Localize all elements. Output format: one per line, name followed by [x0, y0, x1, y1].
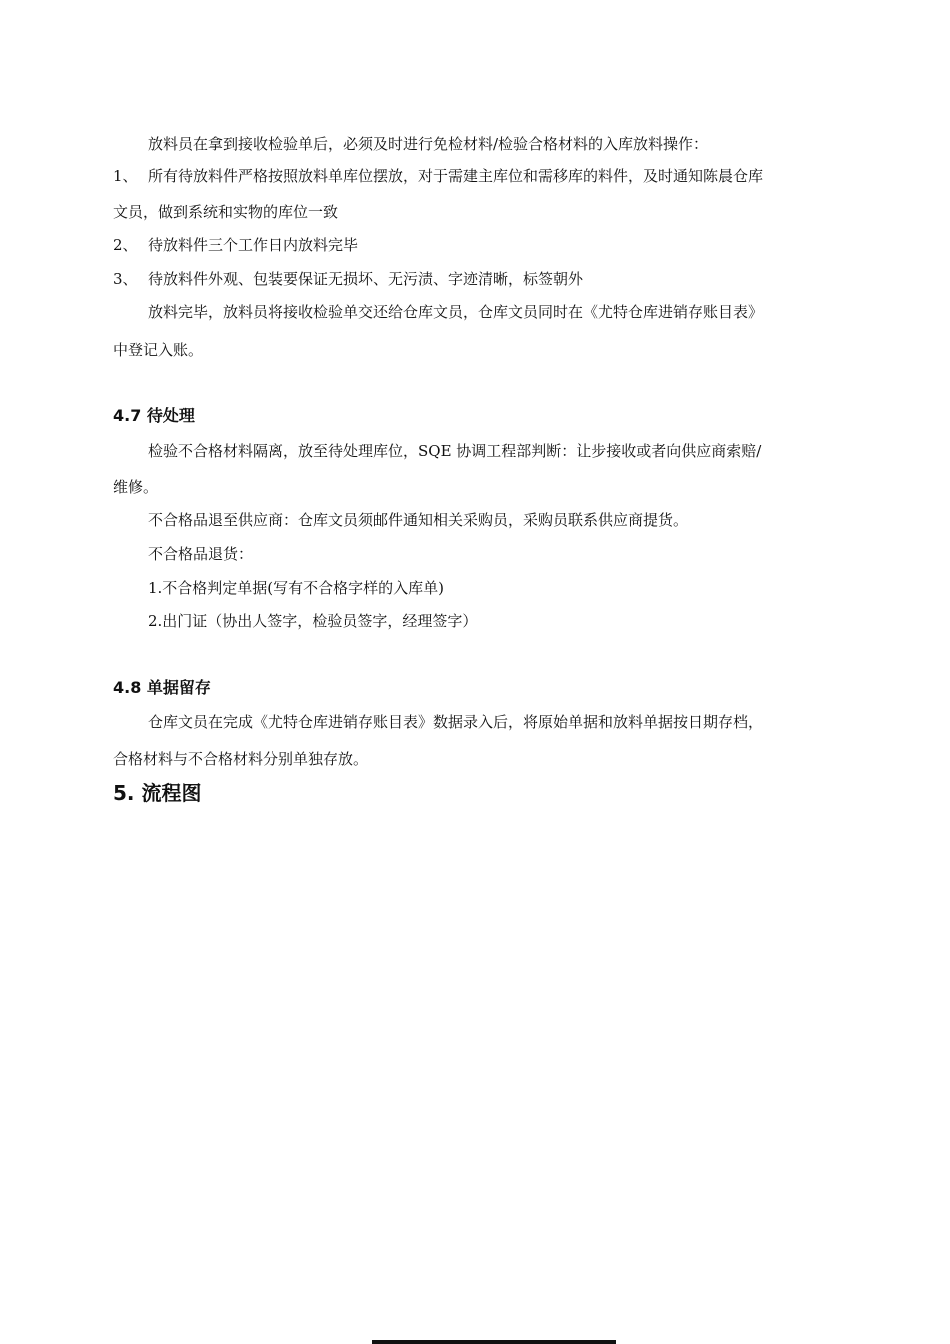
list-item-2-text: 待放料件三个工作日内放料完毕 [148, 236, 359, 254]
section-4-7-paragraph-line2: 维修。 [113, 478, 159, 496]
section-4-7-return-item-2: 2.出门证（协出人签字，检验员签字，经理签字） [148, 612, 478, 630]
completion-paragraph-line2: 中登记入账。 [113, 341, 204, 359]
list-item-1-continuation: 文员，做到系统和实物的库位一致 [113, 203, 339, 221]
footer-rule [372, 1340, 616, 1344]
list-item-3-number: 3、 [113, 270, 138, 288]
section-4-7-return-label: 不合格品退货： [148, 545, 254, 563]
intro-paragraph: 放料员在拿到接收检验单后，必须及时进行免检材料/检验合格材料的入库放料操作： [148, 135, 709, 153]
section-4-7-return-item-1: 1.不合格判定单据(写有不合格字样的入库单) [148, 579, 445, 597]
section-4-7-return-supplier: 不合格品退至供应商：仓库文员须邮件通知相关采购员，采购员联系供应商提货。 [148, 511, 689, 529]
section-4-7-paragraph-line1: 检验不合格材料隔离，放至待处理库位，SQE 协调工程部判断：让步接收或者向供应商索赔/ [148, 442, 762, 460]
section-4-8-paragraph-line1: 仓库文员在完成《尤特仓库进销存账目表》数据录入后，将原始单据和放料单据按日期存档， [148, 713, 764, 731]
completion-paragraph-line1: 放料完毕，放料员将接收检验单交还给仓库文员，仓库文员同时在《尤特仓库进销存账目表》 [148, 303, 764, 321]
list-item-1-number: 1、 [113, 167, 138, 185]
section-4-7-heading: 4.7 待处理 [113, 406, 195, 425]
list-item-1-text: 所有待放料件严格按照放料单库位摆放，对于需建主库位和需移库的料件，及时通知陈晨仓库 [148, 167, 764, 185]
list-item-3-text: 待放料件外观、包装要保证无损坏、无污渍、字迹清晰，标签朝外 [148, 270, 584, 288]
section-4-8-heading: 4.8 单据留存 [113, 678, 211, 697]
list-item-2-number: 2、 [113, 236, 138, 254]
section-5-heading: 5. 流程图 [113, 781, 202, 805]
section-4-8-paragraph-line2: 合格材料与不合格材料分别单独存放。 [113, 750, 369, 768]
